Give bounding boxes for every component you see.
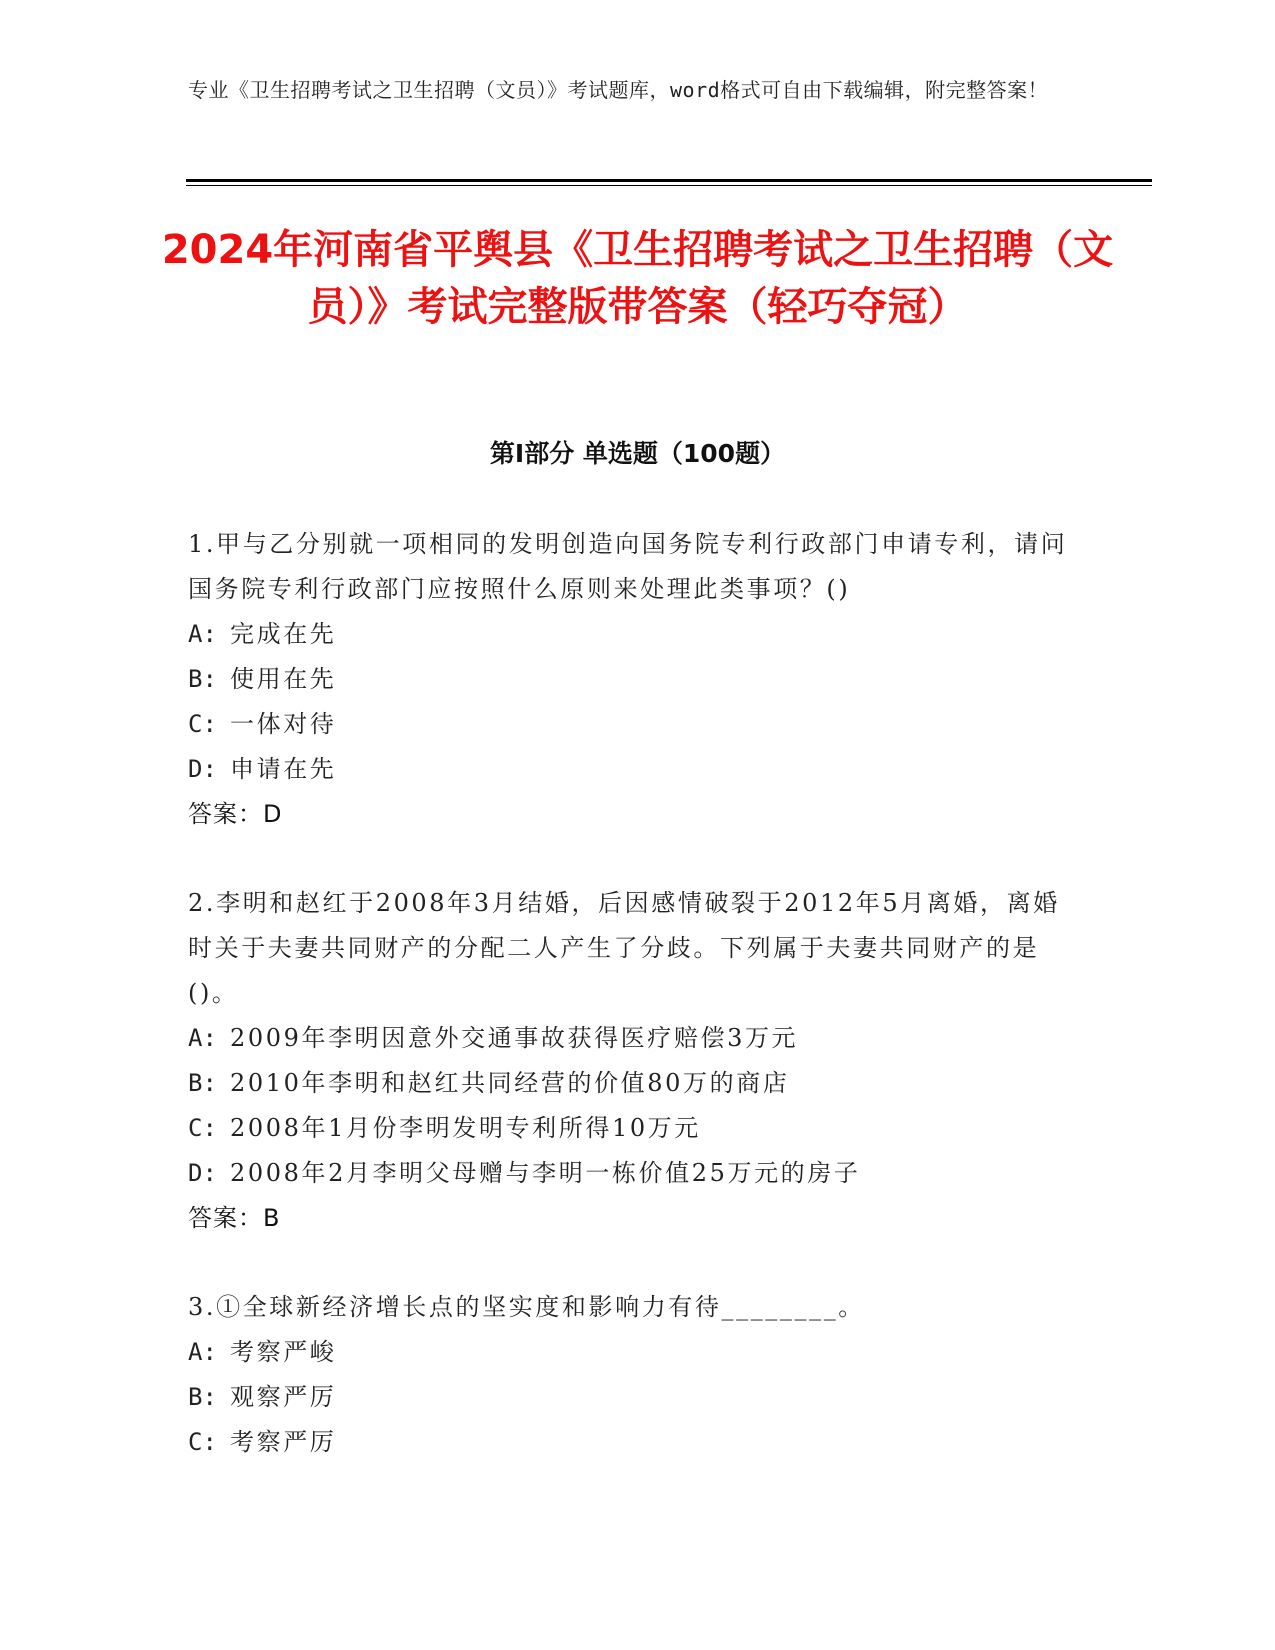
option-letter: A: [188,1338,217,1366]
option-text: 考察严厉 [230,1428,337,1456]
question-1 [188,522,1068,837]
option-letter: C: [188,1428,217,1456]
option-letter: B: [188,1069,217,1097]
section-title: 第I部分 单选题（100题） [489,439,786,468]
option-b [188,1061,1068,1106]
header-divider-thick [186,179,1152,182]
option-c [188,702,1068,747]
question-3 [188,1285,1068,1465]
option-text: 考察严峻 [230,1338,337,1366]
header-note: 专业《卫生招聘考试之卫生招聘（文员）》考试题库，word格式可自由下载编辑，附完整答案！ [188,78,1049,102]
option-letter: D: [188,1159,217,1187]
option-text: 2008年1月份李明发明专利所得10万元 [230,1114,701,1142]
option-letter: B: [188,665,217,693]
answer-line: 答案：D [188,800,283,828]
option-letter: C: [188,710,217,738]
option-a [188,1016,1068,1061]
option-c [188,1106,1068,1151]
option-d [188,1151,1068,1196]
option-text: 使用在先 [230,665,337,693]
option-letter: B: [188,1383,217,1411]
option-b [188,1375,1068,1420]
option-letter: D: [188,755,217,783]
option-text: 2008年2月李明父母赠与李明一栋价值25万元的房子 [230,1159,861,1187]
option-text: 2009年李明因意外交通事故获得医疗赔偿3万元 [230,1024,799,1052]
option-text: 完成在先 [230,620,337,648]
document-title: 2024年河南省平舆县《卫生招聘考试之卫生招聘（文员）》考试完整版带答案（轻巧夺冠） [161,227,1114,330]
question-stem: 3.①全球新经济增长点的坚实度和影响力有待________。 [188,1293,865,1321]
option-b [188,657,1068,702]
option-letter: C: [188,1114,217,1142]
option-c [188,1420,1068,1465]
option-text: 一体对待 [230,710,337,738]
question-stem: 2.李明和赵红于2008年3月结婚，后因感情破裂于2012年5月离婚，离婚时关于夫妻共同财产的分配二人产生了分歧。下列属于夫妻共同财产的是()。 [188,889,1060,1007]
answer-line: 答案：B [188,1204,281,1232]
option-text: 2010年李明和赵红共同经营的价值80万的商店 [230,1069,790,1097]
option-letter: A: [188,1024,217,1052]
option-text: 申请在先 [230,755,337,783]
option-a [188,612,1068,657]
header-divider-thin [186,185,1152,186]
option-d [188,747,1068,792]
question-2 [188,881,1068,1241]
question-stem: 1.甲与乙分别就一项相同的发明创造向国务院专利行政部门申请专利，请问国务院专利行政部门应按照什么原则来处理此类事项？() [188,530,1068,603]
option-text: 观察严厉 [230,1383,337,1411]
option-letter: A: [188,620,217,648]
option-a [188,1330,1068,1375]
